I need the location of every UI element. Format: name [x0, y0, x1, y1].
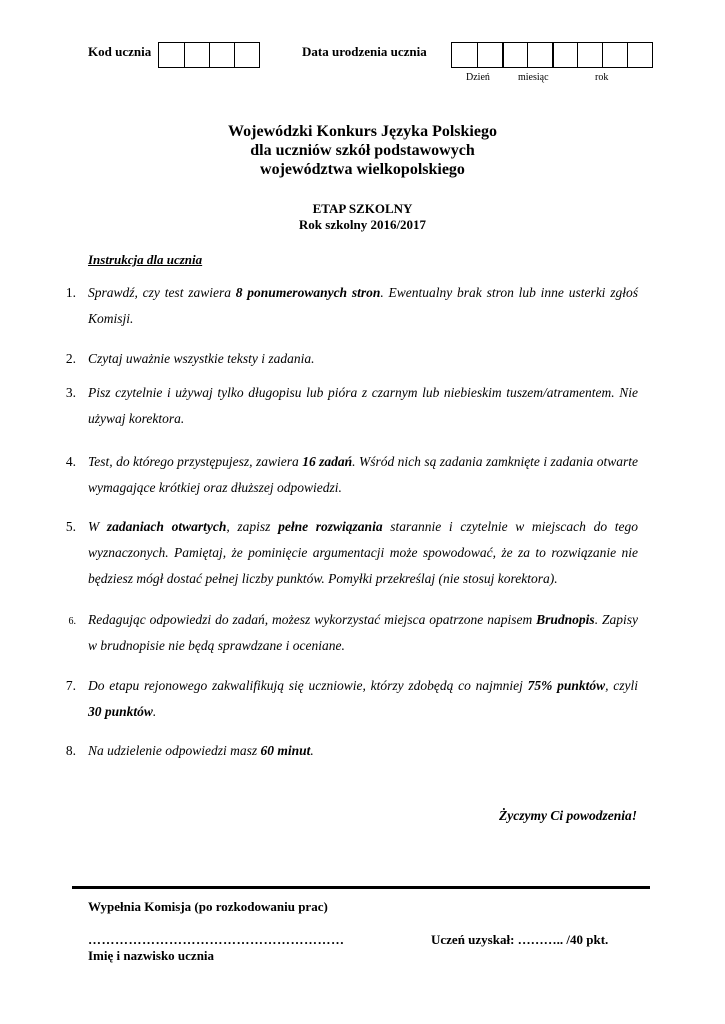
instruction-fragment: Pisz czytelnie i używaj tylko długopisu lub pióra z czarnym lub niebieskim tuszem/atramentem. Nie używaj korektora. [88, 385, 638, 426]
instruction-emphasis: 8 ponumerowanych stron [235, 285, 381, 300]
instruction-fragment: . [152, 704, 157, 719]
name-dots-field[interactable]: ………………………………………………… [88, 932, 345, 947]
committee-label: Wypełnia Komisja (po rozkodowaniu prac) [88, 899, 328, 914]
instruction-emphasis: 60 minut [260, 743, 311, 758]
student-code-boxes[interactable] [158, 42, 260, 68]
instruction-text [88, 673, 638, 725]
instruction-text [88, 280, 638, 332]
student-code-box[interactable] [184, 43, 209, 67]
stage-block [0, 201, 725, 233]
instruction-fragment: . Zapisy w brudnopisie nie będą sprawdzane i oceniane. [88, 612, 638, 653]
student-code-box[interactable] [234, 43, 259, 67]
instruction-text [88, 380, 638, 432]
instruction-text [88, 449, 638, 501]
instruction-fragment: starannie i czytelnie w miejscach do tego wyznaczonych. Pamiętaj, że pominięcie argumentacji może spowodować, że za to rozwiązanie nie będziesz mógł dostać pełnej liczby punktów. Pomyłki przekreślaj (nie stosuj korektora). [88, 519, 639, 586]
birthdate-label: Data urodzenia ucznia [302, 44, 427, 59]
birth-day-box[interactable] [477, 43, 502, 67]
instruction-emphasis: zadaniach otwartych [106, 519, 227, 534]
instructions-heading: Instrukcja dla ucznia [88, 252, 203, 267]
good-luck-message: Życzymy Ci powodzenia! [499, 808, 637, 823]
instruction-fragment: Do etapu rejonowego zakwalifikują się uczniowie, którzy zdobędą co najmniej [88, 678, 528, 693]
instruction-number: 1. [65, 285, 76, 300]
birth-year-box[interactable] [627, 43, 652, 67]
contest-title [0, 122, 725, 179]
birth-month-box[interactable] [502, 43, 527, 67]
birthdate-boxes[interactable] [451, 42, 653, 68]
instruction-number: 6. [68, 616, 76, 627]
instruction-number: 4. [65, 454, 76, 469]
student-code-label: Kod ucznia [88, 44, 152, 59]
stage-name: ETAP SZKOLNY [312, 201, 413, 216]
birth-day-box[interactable] [452, 43, 477, 67]
student-name-label: Imię i nazwisko ucznia [88, 948, 215, 963]
instruction-fragment: Redagując odpowiedzi do zadań, możesz wykorzystać miejsca opatrzone napisem [88, 612, 537, 627]
instruction-number: 2. [65, 351, 76, 366]
instruction-number: 5. [65, 519, 76, 534]
instruction-emphasis: 16 zadań [302, 454, 353, 469]
birth-month-box[interactable] [527, 43, 552, 67]
birth-year-box[interactable] [577, 43, 602, 67]
birth-year-box[interactable] [552, 43, 577, 67]
instruction-number: 3. [65, 385, 76, 400]
instruction-fragment: Na udzielenie odpowiedzi masz [88, 743, 261, 758]
day-label: Dzień [466, 72, 490, 83]
birth-year-box[interactable] [602, 43, 627, 67]
instruction-number: 8. [65, 743, 76, 758]
instruction-number: 7. [65, 678, 76, 693]
instruction-text [88, 346, 638, 372]
instruction-emphasis: pełne rozwiązania [278, 519, 383, 534]
title-line-2: dla uczniów szkół podstawowych [250, 142, 475, 159]
title-line-1: Wojewódzki Konkurs Języka Polskiego [228, 123, 497, 140]
instruction-emphasis: Brudnopis [536, 612, 595, 627]
instruction-text [88, 607, 638, 659]
instruction-fragment: Test, do którego przystępujesz, zawiera [88, 454, 303, 469]
instruction-fragment: , czyli [605, 678, 638, 693]
instruction-fragment: W [88, 519, 107, 534]
instruction-fragment: . Wśród nich są zadania zamknięte i zadania otwarte wymagające krótkiej oraz dłuższej odpowiedzi. [88, 454, 638, 495]
score-field[interactable]: Uczeń uzyskał: ……….. /40 pkt. [431, 932, 609, 947]
footer-divider [72, 886, 650, 889]
student-code-box[interactable] [159, 43, 184, 67]
instruction-fragment: Czytaj uważnie wszystkie teksty i zadania. [88, 351, 315, 366]
instruction-emphasis: 30 punktów [88, 704, 153, 719]
instruction-emphasis: 75% punktów [527, 678, 606, 693]
instruction-text [88, 738, 638, 764]
instruction-text [88, 514, 638, 592]
instruction-fragment: . Ewentualny brak stron lub inne usterki zgłoś Komisji. [88, 285, 638, 326]
title-line-3: województwa wielkopolskiego [260, 161, 465, 178]
student-code-box[interactable] [209, 43, 234, 67]
month-label: miesiąc [518, 72, 549, 83]
instruction-fragment: Sprawdź, czy test zawiera [88, 285, 236, 300]
year-label: rok [595, 72, 609, 83]
instruction-fragment: , zapisz [226, 519, 279, 534]
instruction-fragment: . [310, 743, 314, 758]
school-year: Rok szkolny 2016/2017 [298, 217, 427, 232]
